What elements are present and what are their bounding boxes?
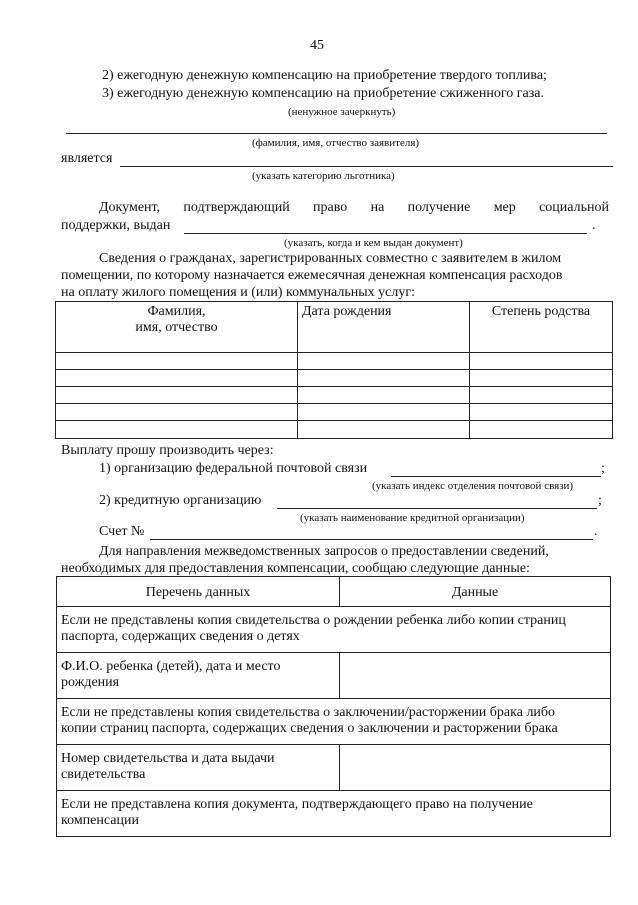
row-child-info-text: Ф.И.О. ребенка (детей), дата и место xyxy=(61,659,281,674)
header-relationship xyxy=(470,302,613,353)
cell-relation[interactable] xyxy=(470,353,613,370)
residents-para-line2: помещении, по которому назначается ежемесячная денежная компенсация расходов xyxy=(61,268,563,283)
residents-table xyxy=(55,301,613,439)
table-row xyxy=(56,353,613,370)
doc-word: мер xyxy=(493,200,516,215)
interagency-para-line2: необходимых для предоставления компенсации, сообщаю следующие данные: xyxy=(61,561,530,576)
header-data-label: Данные xyxy=(451,584,499,600)
cell-relation[interactable] xyxy=(470,421,613,439)
cell-birth[interactable] xyxy=(298,370,470,387)
row-marriage-certificate-line2: копии страниц паспорта, содержащих сведения о заключении и расторжении брака xyxy=(61,721,558,736)
row-entitlement-document-line2: компенсации xyxy=(61,813,139,828)
cell-name[interactable] xyxy=(56,370,298,387)
table-row xyxy=(57,607,611,653)
strike-unneeded-hint: (ненужное зачеркнуть) xyxy=(288,106,396,118)
row-child-info-line1 xyxy=(61,659,336,675)
payment-option-post: 1) организацию федеральной почтовой связи xyxy=(99,461,368,476)
row-certificate-number-label xyxy=(57,745,340,791)
is-label: является xyxy=(61,151,113,166)
header-data xyxy=(340,577,611,607)
credit-org-hint: (указать наименование кредитной организации) xyxy=(300,512,525,524)
payment-title: Выплату прошу производить через: xyxy=(61,443,274,458)
page-number: 45 xyxy=(310,38,324,53)
doc-word: подтверждающий xyxy=(183,200,290,215)
post-index-hint: (указать индекс отделения почтовой связи) xyxy=(372,480,574,492)
document-line-end: . xyxy=(592,218,596,233)
credit-org-line[interactable] xyxy=(277,508,597,509)
payment-option-credit-end: ; xyxy=(598,493,602,508)
interagency-header-row xyxy=(57,577,611,607)
row-child-info-line2: рождения xyxy=(61,675,120,690)
row-child-info-value[interactable] xyxy=(340,653,611,699)
cell-relation[interactable] xyxy=(470,404,613,421)
cell-birth[interactable] xyxy=(298,421,470,439)
option-solid-fuel: 2) ежегодную денежную компенсацию на приобретение твердого топлива; xyxy=(102,68,547,83)
account-label: Счет № xyxy=(99,524,145,539)
applicant-name-line[interactable] xyxy=(66,133,607,134)
row-certificate-number-line1: Номер свидетельства и дата выдачи xyxy=(61,751,275,766)
table-row xyxy=(56,421,613,439)
row-birth-certificate-line2: паспорта, содержащих сведения о детях xyxy=(61,629,300,644)
header-data-list-label: Перечень данных xyxy=(145,584,251,600)
table-row xyxy=(56,404,613,421)
residents-para-line3: на оплату жилого помещения и (или) коммунальных услуг: xyxy=(61,285,415,300)
doc-word: право xyxy=(313,200,348,215)
document-issued-label: поддержки, выдан xyxy=(61,218,171,233)
applicant-name-hint: (фамилия, имя, отчество заявителя) xyxy=(252,137,420,149)
account-end: . xyxy=(594,524,598,539)
table-row xyxy=(56,387,613,404)
cell-relation[interactable] xyxy=(470,370,613,387)
row-birth-certificate-line1: Если не представлены копия свидетельства о рождении ребенка либо копии страниц xyxy=(61,613,566,628)
header-birth-date-label: Дата рождения xyxy=(302,304,392,319)
interagency-para-line1: Для направления межведомственных запросов о предоставлении сведений, xyxy=(99,544,549,559)
table-row xyxy=(57,699,611,745)
cell-name[interactable] xyxy=(56,353,298,370)
cell-birth[interactable] xyxy=(298,353,470,370)
option-liquefied-gas: 3) ежегодную денежную компенсацию на приобретение сжиженного газа. xyxy=(102,86,544,101)
header-data-list xyxy=(57,577,340,607)
header-birth-date xyxy=(298,302,470,353)
payment-option-credit: 2) кредитную организацию xyxy=(99,493,262,508)
table-row xyxy=(56,370,613,387)
document-line1 xyxy=(99,200,609,216)
document-issued-line[interactable] xyxy=(184,233,587,234)
header-surname: Фамилия, xyxy=(147,304,206,319)
table-row xyxy=(57,653,611,699)
row-marriage-certificate-line1: Если не представлены копия свидетельства о заключении/расторжении брака либо xyxy=(61,705,556,720)
cell-name[interactable] xyxy=(56,421,298,439)
row-marriage-certificate xyxy=(57,699,611,745)
header-name-patronymic: имя, отчество xyxy=(135,320,218,335)
cell-birth[interactable] xyxy=(298,404,470,421)
payment-option-post-end: ; xyxy=(601,461,605,476)
document-issued-hint: (указать, когда и кем выдан документ) xyxy=(284,237,463,249)
row-child-info-label xyxy=(57,653,340,699)
category-line[interactable] xyxy=(120,166,613,167)
table-row xyxy=(57,791,611,837)
row-birth-certificate xyxy=(57,607,611,653)
header-full-name xyxy=(56,302,298,353)
doc-word: Документ, xyxy=(99,200,161,215)
account-line[interactable] xyxy=(150,539,593,540)
doc-word: на xyxy=(370,200,385,215)
cell-name[interactable] xyxy=(56,387,298,404)
row-entitlement-document xyxy=(57,791,611,837)
table-row xyxy=(57,745,611,791)
header-relationship-label: Степень родства xyxy=(491,304,591,319)
row-certificate-number-value[interactable] xyxy=(340,745,611,791)
cell-relation[interactable] xyxy=(470,387,613,404)
post-index-line[interactable] xyxy=(391,476,601,477)
residents-header-row xyxy=(56,302,613,353)
doc-word: социальной xyxy=(539,200,609,215)
doc-word: получение xyxy=(407,200,471,215)
cell-name[interactable] xyxy=(56,404,298,421)
cell-birth[interactable] xyxy=(298,387,470,404)
residents-para-line1: Сведения о гражданах, зарегистрированных совместно с заявителем в жилом xyxy=(99,251,562,266)
interagency-table xyxy=(56,576,611,837)
row-entitlement-document-line1: Если не представлена копия документа, подтверждающего право на получение xyxy=(61,797,533,812)
category-hint: (указать категорию льготника) xyxy=(252,170,395,182)
row-certificate-number-line2: свидетельства xyxy=(61,767,146,782)
